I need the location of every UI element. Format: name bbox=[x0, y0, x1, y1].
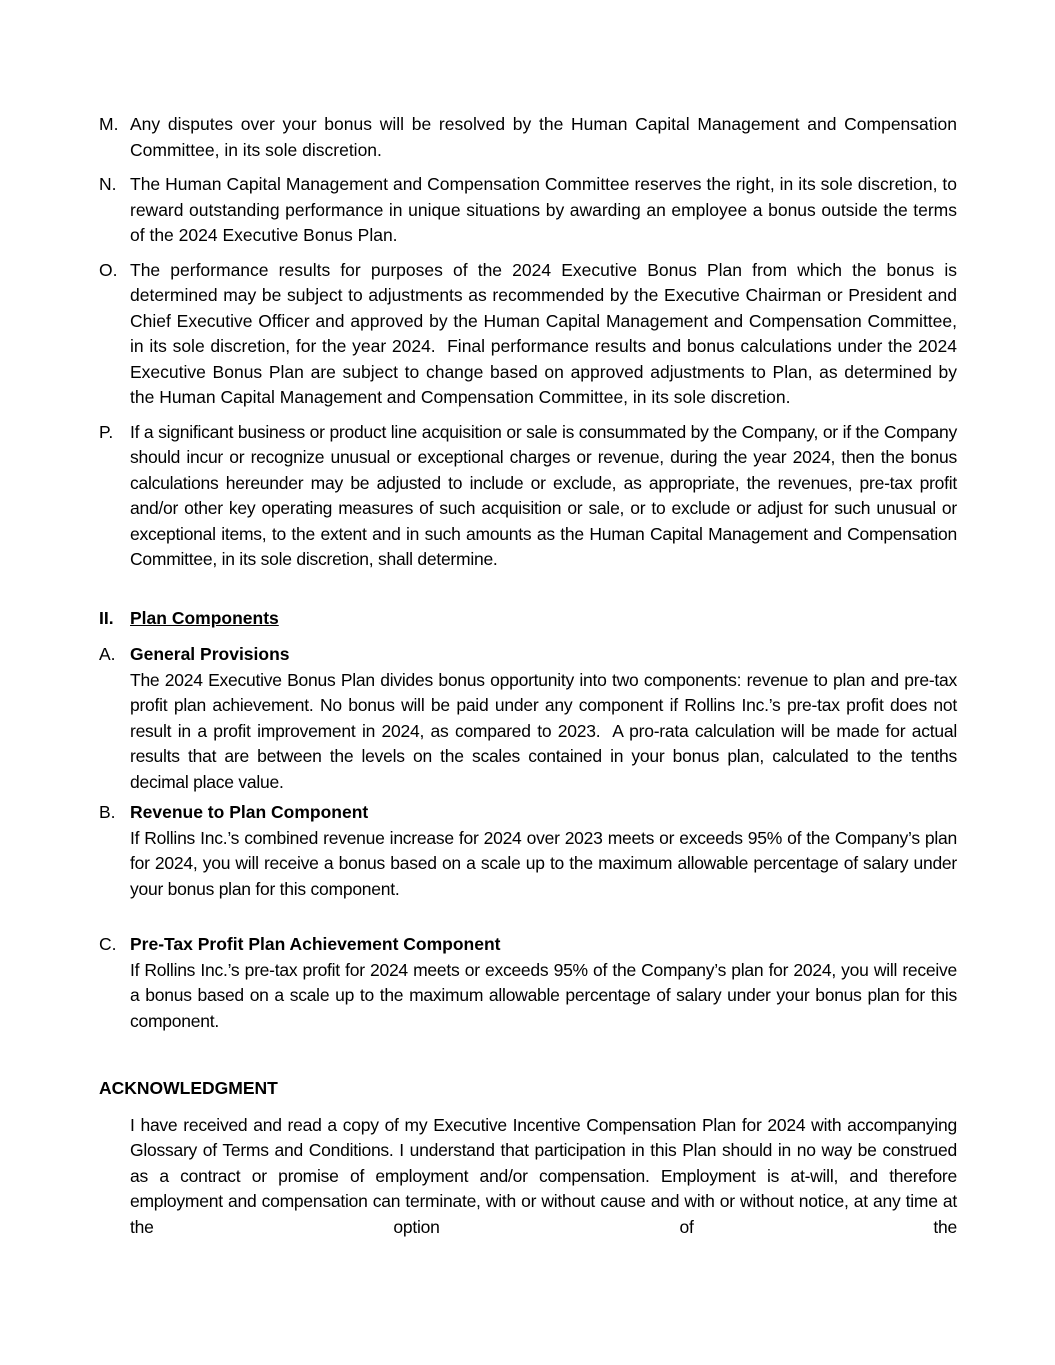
list-item-n-label: N. bbox=[99, 174, 117, 194]
subsection-c bbox=[99, 932, 957, 1034]
acknowledgment-body: I have received and read a copy of my Executive Incentive Compensation Plan for 2024 with accompanying Glossary of Terms and Conditions. I understand that participation in this Plan should in no way be construed as a contract or promise of employment and/or compensation. Employment is at-will, and therefore employment and compensation can terminate, with or without cause and with or without notice, at any time at the option of the bbox=[130, 1114, 957, 1237]
subsection-c-heading: Pre-Tax Profit Plan Achievement Component bbox=[130, 934, 501, 954]
list-item-p bbox=[99, 420, 957, 573]
subsection-a-heading: General Provisions bbox=[130, 644, 290, 664]
subsection-a-content bbox=[130, 642, 957, 795]
list-item-o-label: O. bbox=[99, 259, 118, 280]
subsection-c-label: C. bbox=[99, 934, 117, 954]
section-title: Plan Components bbox=[130, 607, 279, 628]
list-item-o bbox=[99, 258, 957, 411]
subsection-c-content bbox=[130, 932, 957, 1034]
list-item-n-text: The Human Capital Management and Compensation Committee reserves the right, in its sole discretion, to reward outstanding performance in unique situations by awarding an employee a bonus outside the terms of the 2024 Executive Bonus Plan. bbox=[130, 174, 957, 245]
subsection-c-body: If Rollins Inc.’s pre-tax profit for 2024 meets or exceeds 95% of the Company’s plan for 2024, you will receive a bonus based on a scale up to the maximum allowable percentage of salary under your bonus plan for this component. bbox=[130, 959, 957, 1031]
subsection-a-body: The 2024 Executive Bonus Plan divides bonus opportunity into two components: revenue to plan and pre-tax profit plan achievement. No bonus will be paid under any component if Rollins Inc.’s pre-tax profit does not result in a profit improvement in 2024, as compared to 2023. A pro-rata calculation will be made for actual results that are between the levels on the scales contained in your bonus plan, calculated to the tenths decimal place value. bbox=[130, 669, 957, 792]
list-item-n bbox=[99, 172, 957, 249]
list-item-o-text: The performance results for purposes of the 2024 Executive Bonus Plan from which the bonus is determined may be subject to adjustments as recommended by the Executive Chairman or President and Chief Executive Officer and approved by the Human Capital Management and Compensation Committee, in its sole discretion, for the year 2024. Final performance results and bonus calculations under the 2024 Executive Bonus Plan are subject to change based on approved adjustments to Plan, as determined by the Human Capital Management and Compensation Committee, in its sole discretion. bbox=[130, 259, 957, 407]
subsection-b-heading: Revenue to Plan Component bbox=[130, 802, 369, 822]
subsection-b bbox=[99, 800, 957, 902]
list-item-p-text: If a significant business or product line acquisition or sale is consummated by the Company, or if the Company should incur or recognize unusual or exceptional charges or revenue, during the year 2024, then the bonus calculations hereunder may be adjusted to include or exclude, as appropriate, the revenues, pre-tax profit and/or other key operating measures of such acquisition or sale, or to exclude or adjust for such unusual or exceptional items, to the extent and in such amounts as the Human Capital Management and Compensation Committee, in its sole discretion, shall determine. bbox=[130, 421, 957, 569]
subsection-a bbox=[99, 642, 957, 795]
list-item-m bbox=[99, 112, 957, 163]
section-heading bbox=[99, 606, 957, 632]
list-item-m-text: Any disputes over your bonus will be resolved by the Human Capital Management and Compensation Committee, in its sole discretion. bbox=[130, 114, 957, 160]
subsection-b-body: If Rollins Inc.’s combined revenue increase for 2024 over 2023 meets or exceeds 95% of the Company’s plan for 2024, you will receive a bonus based on a scale up to the maximum allowable percentage of salary under your bonus plan for this component. bbox=[130, 827, 957, 899]
subsection-b-content bbox=[130, 800, 957, 902]
acknowledgment-heading: ACKNOWLEDGMENT bbox=[99, 1078, 278, 1098]
subsection-a-label: A. bbox=[99, 644, 116, 664]
subsection-b-label: B. bbox=[99, 802, 116, 822]
list-item-m-label: M. bbox=[99, 114, 119, 134]
section-number: II. bbox=[99, 607, 114, 628]
list-item-p-label: P. bbox=[99, 421, 114, 442]
